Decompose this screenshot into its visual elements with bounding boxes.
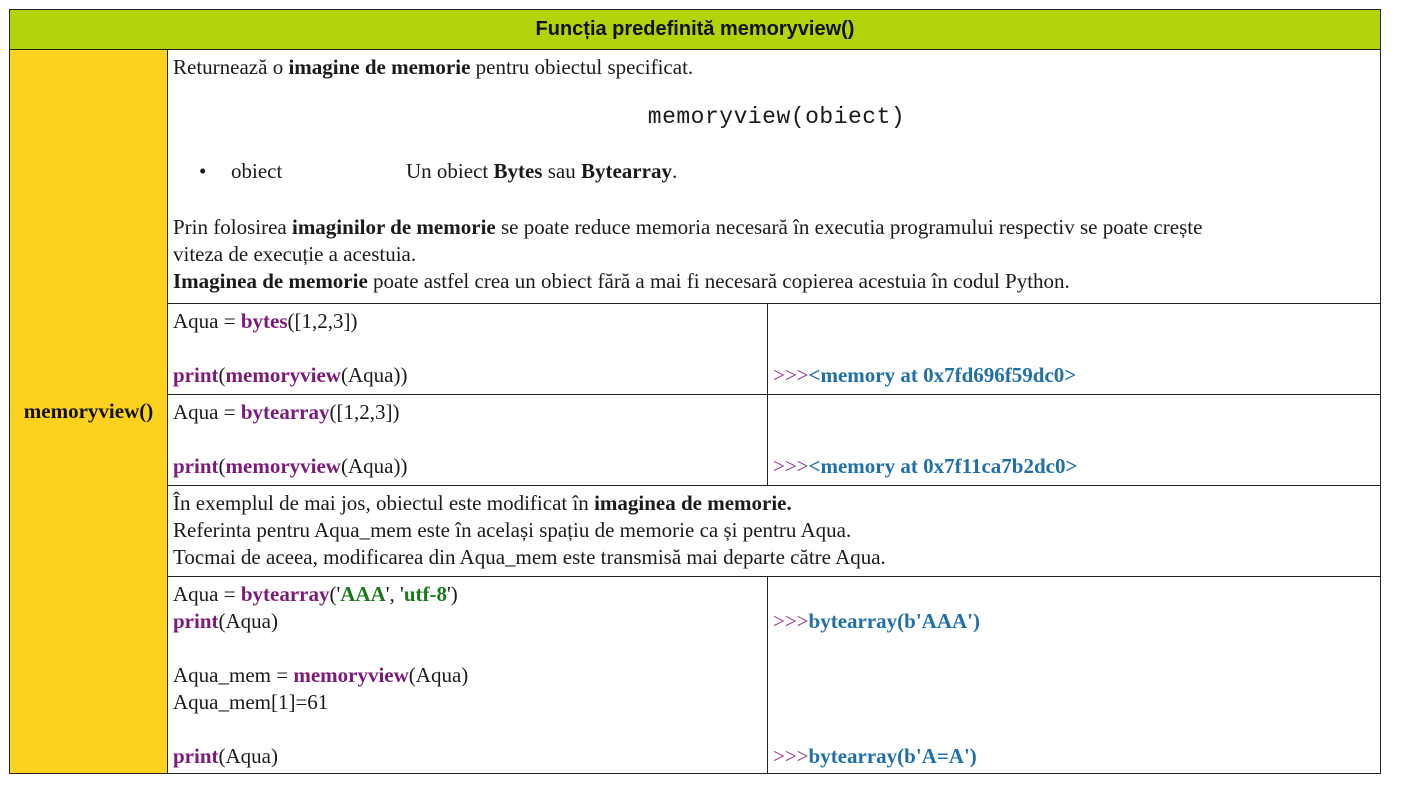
code-string: utf-8 bbox=[403, 582, 448, 606]
parameter-description bbox=[406, 158, 677, 185]
code-text: Aqua_mem = bbox=[173, 663, 294, 687]
description-line bbox=[173, 54, 1380, 81]
code-line bbox=[173, 399, 767, 426]
bold-term: Imaginea de memorie bbox=[173, 269, 368, 293]
memoryview-doc-table bbox=[9, 9, 1381, 774]
code-text: Aqua = bbox=[173, 400, 241, 424]
code-text: (' bbox=[329, 582, 341, 606]
output-prompt: >>> bbox=[773, 363, 809, 387]
code-keyword: memoryview bbox=[225, 363, 341, 387]
paragraph-line: Tocmai de aceea, modificarea din Aqua_mem este transmisă mai departe către Aqua. bbox=[173, 545, 886, 569]
bold-term: imaginilor de memorie bbox=[291, 215, 496, 239]
bold-term: imagine de memorie bbox=[288, 55, 471, 79]
paragraph-line bbox=[173, 214, 1380, 241]
output-value: bytearray(b'AAA') bbox=[808, 609, 980, 633]
example3-output bbox=[767, 576, 1380, 773]
function-name-label: memoryview() bbox=[10, 50, 168, 773]
output-line bbox=[773, 362, 1380, 389]
text-span: sau bbox=[542, 159, 581, 183]
example3-code bbox=[168, 576, 767, 773]
code-line bbox=[173, 608, 767, 635]
code-keyword: memoryview bbox=[293, 663, 409, 687]
code-text: ') bbox=[447, 582, 458, 606]
code-line bbox=[173, 581, 767, 608]
output-line bbox=[773, 608, 1380, 635]
text-span: Prin folosirea bbox=[173, 215, 292, 239]
text-span: În exemplul de mai jos, obiectul este modificat în bbox=[173, 491, 595, 515]
output-prompt: >>> bbox=[773, 454, 809, 478]
output-value: <memory at 0x7f11ca7b2dc0> bbox=[808, 454, 1078, 478]
output-line bbox=[773, 743, 1380, 770]
code-line bbox=[173, 453, 767, 480]
page-title: Funcția predefinită memoryview() bbox=[10, 10, 1380, 50]
code-keyword: memoryview bbox=[225, 454, 341, 478]
paragraph-line: viteza de execuție a acestuia. bbox=[173, 242, 417, 266]
code-line: Aqua_mem[1]=61 bbox=[173, 690, 329, 714]
output-prompt: >>> bbox=[773, 744, 809, 768]
code-keyword: bytearray bbox=[240, 400, 330, 424]
code-keyword: print bbox=[173, 609, 219, 633]
text-span: pentru obiectul specificat. bbox=[470, 55, 694, 79]
text-span: poate astfel crea un obiect fără a mai fi necesară copierea acestuia în codul Python. bbox=[367, 269, 1070, 293]
code-text: (Aqua)) bbox=[340, 454, 408, 478]
text-span: Returnează o bbox=[173, 55, 289, 79]
code-keyword: bytes bbox=[240, 309, 288, 333]
output-line bbox=[773, 453, 1380, 480]
code-text: ([1,2,3]) bbox=[329, 400, 400, 424]
code-text: (Aqua) bbox=[408, 663, 469, 687]
code-text: ', ' bbox=[385, 582, 404, 606]
code-text: (Aqua) bbox=[218, 609, 278, 633]
example2-output bbox=[767, 394, 1380, 485]
code-keyword: print bbox=[173, 454, 219, 478]
code-text: ([1,2,3]) bbox=[287, 309, 358, 333]
output-prompt: >>> bbox=[773, 609, 809, 633]
paragraph-line bbox=[173, 490, 1380, 517]
text-span: . bbox=[671, 159, 678, 183]
paragraph-line: Referinta pentru Aqua_mem este în același spațiu de memorie ca și pentru Aqua. bbox=[173, 518, 852, 542]
code-keyword: print bbox=[173, 363, 219, 387]
example2-code bbox=[168, 394, 767, 485]
description-section bbox=[168, 50, 1380, 303]
syntax-signature: memoryview(obiect) bbox=[647, 104, 906, 130]
example1-output bbox=[767, 303, 1380, 394]
code-line bbox=[173, 662, 767, 689]
code-keyword: print bbox=[173, 744, 219, 768]
parameter-name: obiect bbox=[231, 159, 283, 183]
paragraph-line bbox=[173, 268, 1380, 295]
output-value: bytearray(b'A=A') bbox=[808, 744, 977, 768]
example1-code bbox=[168, 303, 767, 394]
bold-term: Bytearray bbox=[580, 159, 672, 183]
code-text: Aqua = bbox=[173, 582, 241, 606]
bold-term: imaginea de memorie. bbox=[594, 491, 792, 515]
code-string: AAA bbox=[340, 582, 386, 606]
parameter-item bbox=[173, 158, 1380, 185]
text-span: Un obiect bbox=[406, 159, 494, 183]
output-value: <memory at 0x7fd696f59dc0> bbox=[808, 363, 1077, 387]
code-text: ( bbox=[218, 454, 226, 478]
code-text: (Aqua)) bbox=[340, 363, 408, 387]
bold-term: Bytes bbox=[493, 159, 543, 183]
code-line bbox=[173, 308, 767, 335]
code-line bbox=[173, 362, 767, 389]
code-text: (Aqua) bbox=[218, 744, 278, 768]
code-line bbox=[173, 743, 767, 770]
explanation-section bbox=[168, 485, 1380, 576]
code-text: Aqua = bbox=[173, 309, 241, 333]
code-keyword: bytearray bbox=[240, 582, 330, 606]
bullet-icon: • bbox=[199, 159, 207, 183]
text-span: se poate reduce memoria necesară în executia programului respectiv se poate crește bbox=[495, 215, 1203, 239]
code-text: ( bbox=[218, 363, 226, 387]
